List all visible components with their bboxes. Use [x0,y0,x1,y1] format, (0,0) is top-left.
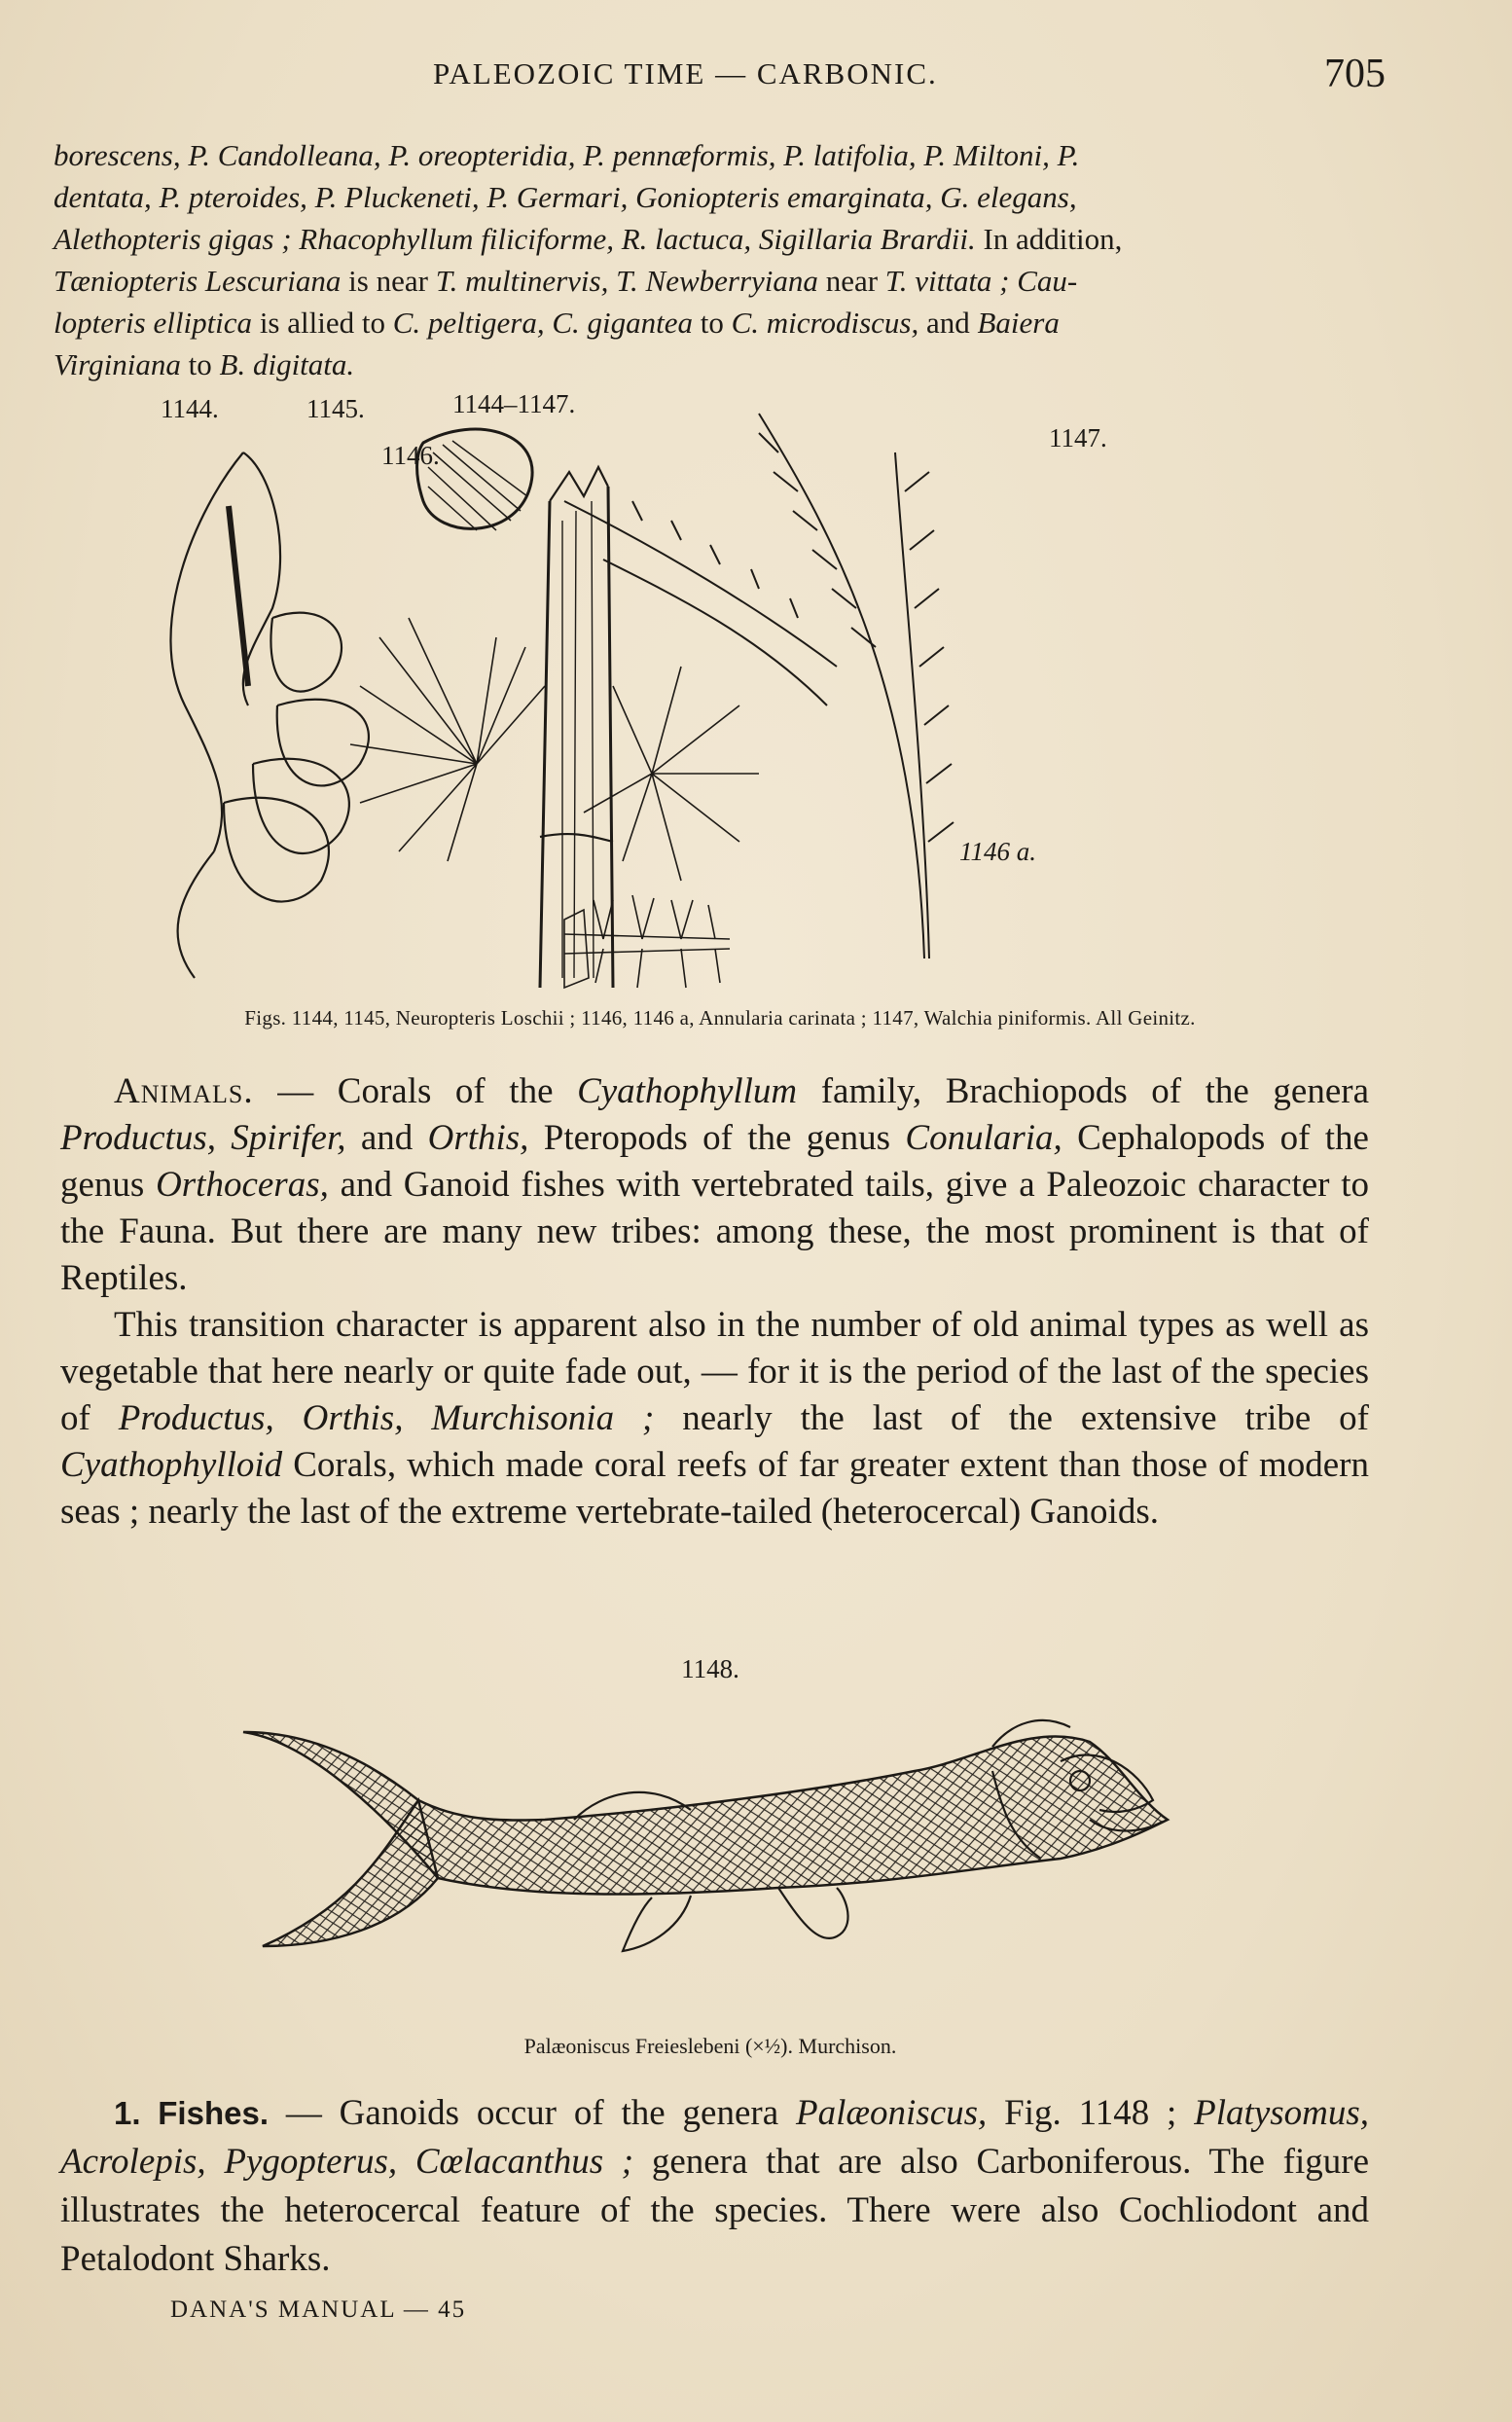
animals-segment: — Corals of the [253,1071,578,1111]
intro-segment: Baiera [977,306,1060,340]
transition-segment: Corals, which made coral reefs of far greater extent than those of modern seas ; nearly the last of the extreme vertebrate-tailed (heterocercal) Ganoids. [60,1445,1369,1532]
intro-segment: Virginiana [54,347,181,381]
plant-fossil-figure [156,389,1275,997]
label-fig-1146a: 1146 a. [959,837,1036,866]
fishes-segment: Palæoniscus, [795,2093,988,2133]
fishes-segment: Fig. 1148 ; [987,2093,1195,2133]
signature-mark: DANA'S MANUAL — 45 [170,2296,467,2323]
animals-paragraph [60,1068,1369,1302]
intro-line [54,302,1377,343]
fish-body-drawing [243,1732,1168,1946]
annularia-whorl-drawing [350,618,759,881]
running-head: PALEOZOIC TIME — CARBONIC. [433,56,938,90]
transition-paragraph [60,1302,1369,1536]
intro-segment: to [180,347,220,381]
animals-segment: and Ganoid fishes with vertebrated tails, give a Paleozoic character to the Fauna. But there are many new tribes: among these, the most prominent is that of Reptiles. [60,1165,1369,1298]
fishes-section [60,2089,1369,2284]
transition-segment: nearly the last of the extensive tribe of [654,1398,1370,1438]
animals-segment: Orthoceras, [156,1165,329,1205]
intro-segment: In addition, [975,222,1123,256]
transition-segment: Cyathophylloid [60,1445,283,1485]
annularia-stem-drawing [540,467,613,988]
intro-segment: lopteris elliptica [54,306,253,340]
page-number: 705 [1324,52,1386,96]
intro-paragraph [54,134,1377,385]
intro-segment: C. peltigera, C. gigantea [392,306,693,340]
animals-segment: and [345,1118,428,1158]
animals-section [60,1068,1369,1536]
intro-line [54,134,1377,176]
plant-figure-caption: Figs. 1144, 1145, Neuropteris Loschii ; 1146, 1146 a, Annularia carinata ; 1147, Walchia piniformis. All Geinitz. [244,1006,1196,1030]
label-fig-1144: 1144. [161,394,219,423]
intro-segment: B. digitata. [219,347,355,381]
animals-segment: Pteropods of the genus [528,1118,906,1158]
transition-segment: Productus, Orthis, Murchisonia ; [118,1398,655,1438]
animals-segment: Productus, Spirifer, [60,1118,346,1158]
palaeoniscus-illustration [234,1654,1187,2043]
animals-segment: Cyathophyllum [577,1071,798,1111]
neuropteris-frond-drawing [170,452,368,978]
animals-segment: Conularia, [905,1118,1062,1158]
intro-segment: T. vittata ; Cau- [884,264,1078,298]
transition-segment: This transition character is apparent also in the number of old animal types as well as vegetable that here nearly or quite fade out, — for it is the period of the last of the species of [60,1305,1369,1438]
animals-lead: Animals. [114,1071,254,1111]
label-fig-1144-1147: 1144–1147. [452,389,576,418]
intro-segment: borescens, P. Candolleana, P. oreopteridia, P. pennæformis, P. latifolia, P. Miltoni, P. [54,138,1080,172]
animals-segment: Cephalopods of the genus [60,1118,1369,1205]
intro-segment: Alethopteris gigas ; Rhacophyllum filiciforme, R. lactuca, Sigillaria Brardii. [54,222,976,256]
intro-segment: is allied to [252,306,393,340]
label-fig-1147: 1147. [1049,423,1107,452]
fishes-paragraph [60,2089,1369,2284]
animals-segment: family, Brachiopods of the genera [797,1071,1369,1111]
page-header [58,51,1386,99]
plant-fossil-illustration [156,394,1275,997]
fishes-segment: genera that are also Carboniferous. The figure illustrates the heterocercal feature of the species. There were also Cochliodont and Petalodont Sharks. [60,2142,1369,2279]
fish-fossil-figure [234,1654,1187,2043]
intro-segment: dentata, P. pteroides, P. Pluckeneti, P. Germari, Goniopteris emarginata, G. elegans, [54,180,1077,214]
fishes-segment: — Ganoids occur of the genera [269,2093,796,2133]
fishes-segment: Platysomus, Acrolepis, Pygopterus, Cœlacanthus ; [60,2093,1370,2182]
intro-line [54,176,1377,218]
intro-line [54,218,1377,260]
intro-segment: Tæniopteris Lescuriana [54,264,342,298]
intro-line [54,260,1377,302]
label-fig-1148: 1148. [681,1654,739,1683]
annularia-detail-drawing [564,895,730,988]
label-fig-1145: 1145. [306,394,365,423]
walchia-branch-drawing [564,414,954,958]
fish-figure-caption: Palæoniscus Freieslebeni (×½). Murchison. [523,2034,897,2058]
animals-segment: Orthis, [427,1118,529,1158]
label-fig-1146: 1146. [381,441,440,470]
intro-segment: T. multinervis, T. Newberryiana [435,264,818,298]
intro-segment: and [918,306,978,340]
fishes-lead: 1. Fishes. [114,2095,269,2131]
intro-segment: near [817,264,885,298]
intro-segment: to [692,306,732,340]
intro-line [54,343,1377,385]
intro-segment: is near [341,264,436,298]
intro-segment: C. microdiscus, [731,306,919,340]
